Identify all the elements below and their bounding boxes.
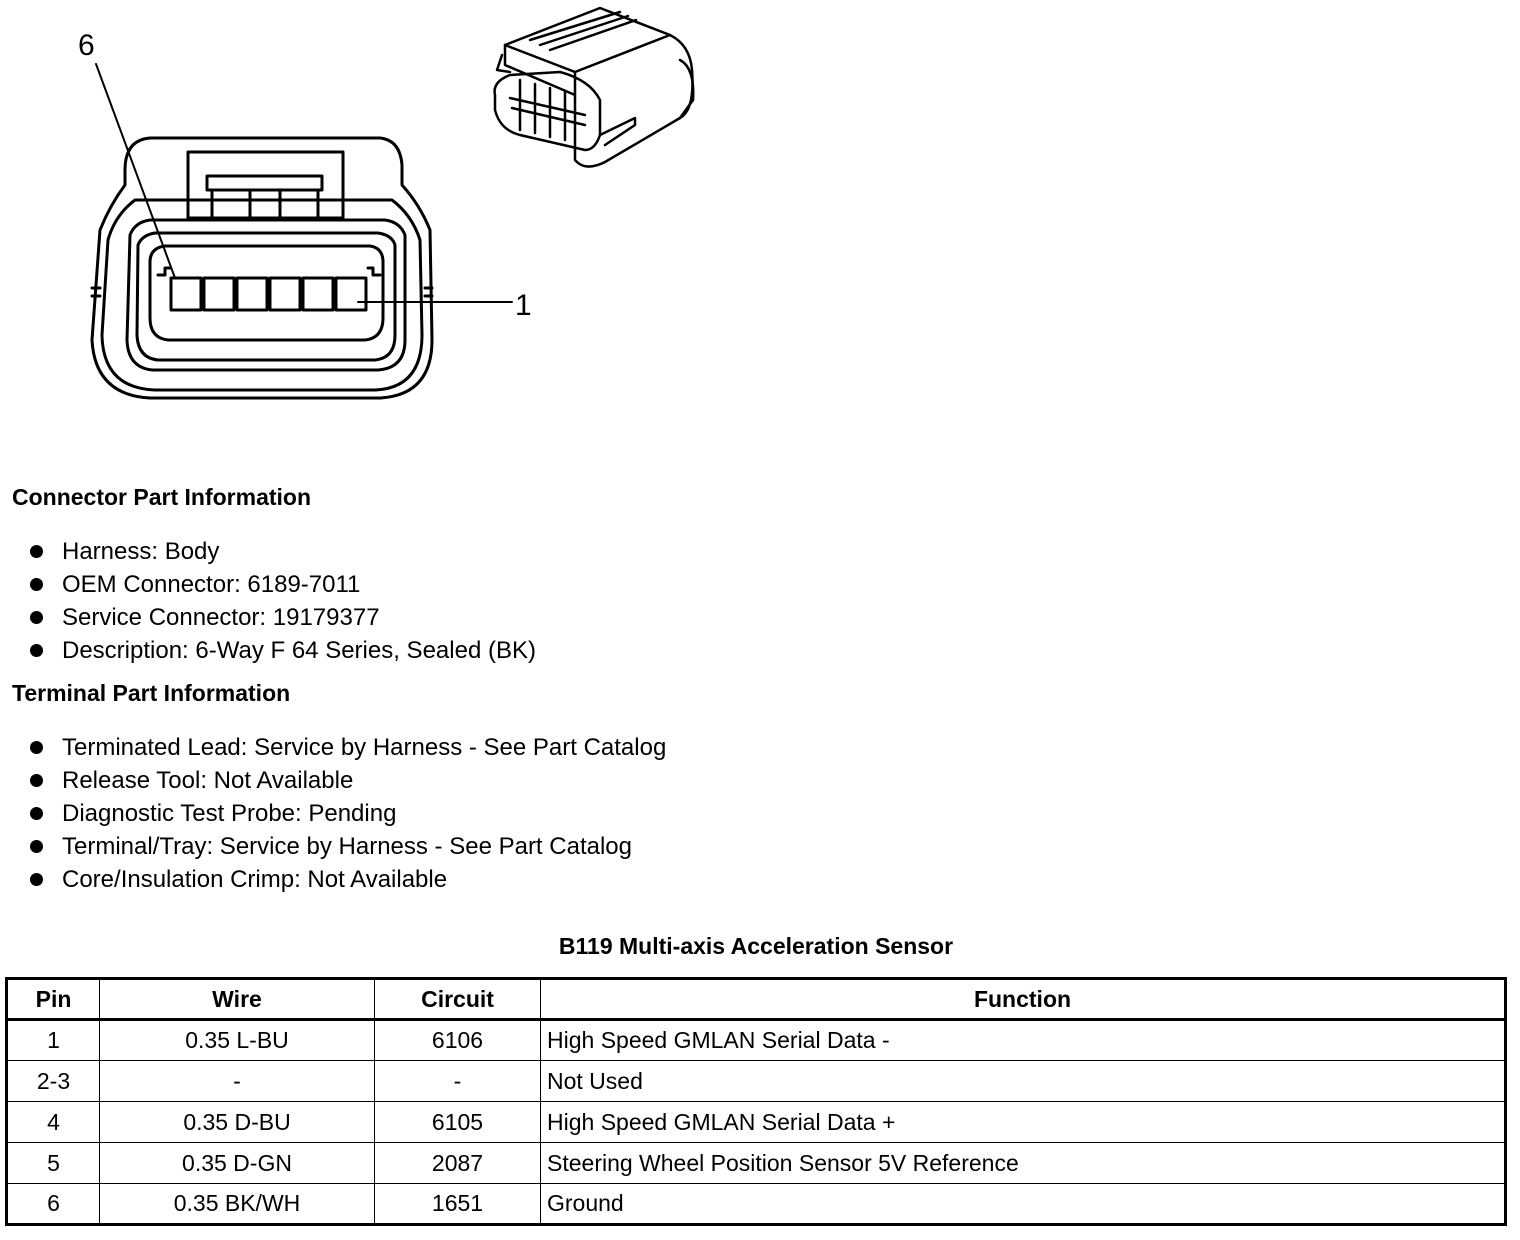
table-row	[7, 1061, 1506, 1102]
cell-pin: 1	[7, 1020, 100, 1061]
column-header-wire: Wire	[100, 979, 375, 1020]
terminal-cavity-2	[303, 278, 333, 310]
terminal-cavity-5	[204, 278, 234, 310]
connector-latch-lock	[250, 190, 280, 218]
cell-pin: 5	[7, 1143, 100, 1184]
list-item: Harness: Body	[30, 535, 536, 568]
table-row	[7, 1020, 1506, 1061]
cell-wire: -	[100, 1061, 375, 1102]
pin-table-title: B119 Multi-axis Acceleration Sensor	[558, 933, 954, 959]
pin-table	[5, 977, 1507, 1226]
list-item: Terminated Lead: Service by Harness - See Part Catalog	[30, 731, 666, 764]
cell-function: High Speed GMLAN Serial Data -	[541, 1020, 1506, 1061]
list-item: Core/Insulation Crimp: Not Available	[30, 863, 666, 896]
list-item: Description: 6-Way F 64 Series, Sealed (BK)	[30, 634, 536, 667]
cell-circuit: 6105	[375, 1102, 541, 1143]
cell-wire: 0.35 D-BU	[100, 1102, 375, 1143]
terminal-part-info-heading: Terminal Part Information	[12, 680, 291, 706]
connector-latch-notch	[212, 190, 318, 218]
bullet-icon	[30, 644, 43, 657]
cell-function: High Speed GMLAN Serial Data +	[541, 1102, 1506, 1143]
bullet-icon	[30, 578, 43, 591]
column-header-pin: Pin	[7, 979, 100, 1020]
connector-diagram	[0, 0, 760, 430]
terminal-cavities	[158, 268, 380, 310]
table-row	[7, 1184, 1506, 1225]
cell-function: Not Used	[541, 1061, 1506, 1102]
bullet-icon	[30, 840, 43, 853]
callout-label-pin-1: 1	[515, 289, 532, 322]
list-item: Diagnostic Test Probe: Pending	[30, 797, 666, 830]
cell-circuit: 2087	[375, 1143, 541, 1184]
cell-circuit: -	[375, 1061, 541, 1102]
callout-label-pin-6: 6	[78, 29, 95, 62]
bullet-icon	[30, 774, 43, 787]
bullet-icon	[30, 741, 43, 754]
table-row	[7, 1102, 1506, 1143]
list-item: Terminal/Tray: Service by Harness - See Part Catalog	[30, 830, 666, 863]
cell-circuit: 1651	[375, 1184, 541, 1225]
cell-function: Ground	[541, 1184, 1506, 1225]
cell-pin: 2-3	[7, 1061, 100, 1102]
cell-wire: 0.35 L-BU	[100, 1020, 375, 1061]
bullet-icon	[30, 873, 43, 886]
table-header-row	[7, 979, 1506, 1020]
terminal-cavity-3	[270, 278, 300, 310]
cell-pin: 6	[7, 1184, 100, 1225]
cell-circuit: 6106	[375, 1020, 541, 1061]
list-item: OEM Connector: 6189-7011	[30, 568, 536, 601]
list-item: Release Tool: Not Available	[30, 764, 666, 797]
connector-part-info-list	[30, 535, 536, 667]
connector-3d-view	[495, 8, 694, 167]
connector-side-rib	[92, 288, 432, 296]
terminal-part-info-list	[30, 731, 666, 896]
table-row	[7, 1143, 1506, 1184]
cell-function: Steering Wheel Position Sensor 5V Reference	[541, 1143, 1506, 1184]
terminal-cavity-4	[237, 278, 267, 310]
connector-part-info-heading: Connector Part Information	[12, 484, 312, 510]
terminal-cavity-6	[171, 278, 201, 310]
bullet-icon	[30, 807, 43, 820]
bullet-icon	[30, 545, 43, 558]
bullet-icon	[30, 611, 43, 624]
list-item: Service Connector: 19179377	[30, 601, 536, 634]
column-header-circuit: Circuit	[375, 979, 541, 1020]
cell-pin: 4	[7, 1102, 100, 1143]
cell-wire: 0.35 D-GN	[100, 1143, 375, 1184]
terminal-cavity-1	[336, 278, 366, 310]
connector-latch-tab	[207, 176, 322, 190]
column-header-function: Function	[541, 979, 1506, 1020]
cell-wire: 0.35 BK/WH	[100, 1184, 375, 1225]
